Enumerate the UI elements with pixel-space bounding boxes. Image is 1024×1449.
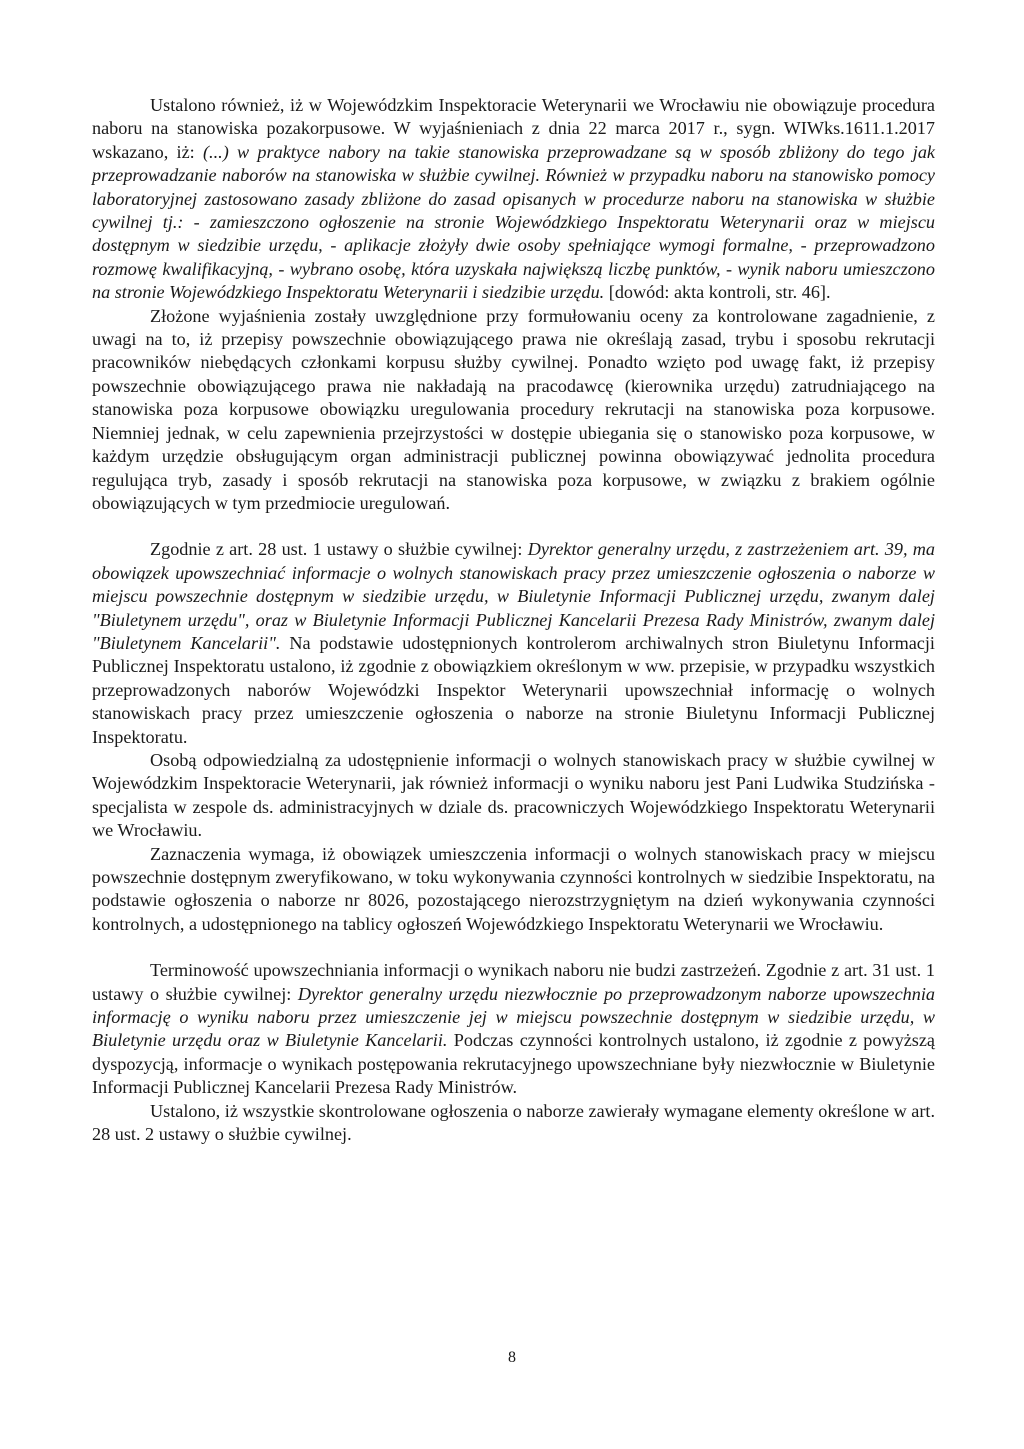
paragraph (92, 1100, 935, 1147)
document-body (92, 94, 935, 1146)
paragraph (92, 538, 935, 749)
quoted-text: Dyrektor generalny urzędu niezwłocznie po przeprowadzonym naborze upowszechnia informację o wyniku naboru przez umieszczenie jej w miejscu powszechnie dostępnym w siedzibie urzędu, w Biuletynie urzędu oraz w Biuletynie Kancelarii. (92, 983, 935, 1051)
paragraph (92, 749, 935, 843)
paragraph-text: Ustalono również, iż w Wojewódzkim Inspektoracie Weterynarii we Wrocławiu nie obowiązuje procedura naboru na stanowiska pozakorpusowe. W wyjaśnieniach z dnia 22 marca 2017 r., sygn. WIWks.1611.1.2017 wskazano, iż: (92, 95, 935, 162)
paragraph-text: [dowód: akta kontroli, str. 46]. (604, 282, 831, 303)
paragraph-text: Terminowość upowszechniania informacji o wynikach naboru nie budzi zastrzeżeń. Zgodnie z art. 31 ust. 1 ustawy o służbie cywilnej: (92, 960, 935, 1004)
paragraph (92, 305, 935, 516)
page-number: 8 (508, 1349, 516, 1366)
paragraph-text: Podczas czynności kontrolnych ustalono, iż zgodnie z powyższą dyspozycją, informacje o wynikach postępowania rekrutacyjnego upowszechniane były niezwłocznie w Biuletynie Informacji Publicznej Kancelarii Prezesa Rady Ministrów. (92, 1030, 935, 1098)
paragraph (92, 959, 935, 1099)
paragraph (92, 843, 935, 937)
paragraph (92, 94, 935, 305)
paragraph-text: Zaznaczenia wymaga, iż obowiązek umieszczenia informacji o wolnych stanowiskach pracy w miejscu powszechnie dostępnym zweryfikowano, w toku wykonywania czynności kontrolnych w siedzibie Inspektoratu, na podstawie ogłoszenia o naborze nr 8026, pozostającego nierozstrzygniętym na dzień wykonywania czynności kontrolnych, a udostępnionego na tablicy ogłoszeń Wojewódzkiego Inspektoratu Weterynarii we Wrocławiu. (92, 843, 935, 934)
paragraph-text: Ustalono, iż wszystkie skontrolowane ogłoszenia o naborze zawierały wymagane elementy określone w art. 28 ust. 2 ustawy o służbie cywilnej. (92, 1100, 935, 1145)
paragraph-text: Na podstawie udostępnionych kontrolerom archiwalnych stron Biuletynu Informacji Publicznej Inspektoratu ustalono, iż zgodnie z obowiązkiem określonym w ww. przepisie, w przypadku wszystkich przeprowadzonych naborów Wojewódzki Inspektor Weterynarii upowszechniał informację o wolnych stanowiskach pracy przez umieszczenie ogłoszenia o naborze na stronie Biuletynu Informacji Publicznej Inspektoratu. (92, 632, 935, 747)
quoted-text: (...) w praktyce nabory na takie stanowiska przeprowadzane są w sposób zbliżony do tego jak przeprowadzanie naborów na stanowiska w służbie cywilnej. Również w przypadku naboru na stanowisko pomocy laboratoryjnej zastosowano zasady zbliżone do zasad opisanych w procedurze naboru na stanowiska w służbie cywilnej tj.: - zamieszczono ogłoszenie na stronie Wojewódzkiego Inspektoratu Weterynarii oraz w miejscu dostępnym w siedzibie urzędu, - aplikacje złożyły dwie osoby spełniające wymogi formalne, - przeprowadzono rozmowę kwalifikacyjną, - wybrano osobę, która uzyskała największą liczbę punktów, - wynik naboru umieszczono na stronie Wojewódzkiego Inspektoratu Weterynarii i siedzibie urzędu. (92, 141, 935, 303)
paragraph-text: Złożone wyjaśnienia zostały uwzględnione przy formułowaniu oceny za kontrolowane zagadnienie, z uwagi na to, iż przepisy powszechnie obowiązującego prawa nie określają zasad, trybu i sposobu rekrutacji pracowników niebędących członkami korpusu służby cywilnej. Ponadto wzięto pod uwagę fakt, iż przepisy powszechnie obowiązującego prawa nie nakładają na pracodawcę (kierownika urzędu) zatrudniającego na stanowiska poza korpusowe obowiązku uregulowania procedury rekrutacji na stanowiska poza korpusowe. Niemniej jednak, w celu zapewnienia przejrzystości w dostępie ubiegania się o stanowisko poza korpusowe, w każdym urzędzie obsługującym organ administracji publicznej powinna obowiązywać jednolita procedura regulująca tryb, zasady i sposób rekrutacji na stanowiska poza korpusowe, w związku z brakiem ogólnie obowiązujących w tym przedmiocie uregulowań. (92, 305, 935, 513)
paragraph-text: Osobą odpowiedzialną za udostępnienie informacji o wolnych stanowiskach pracy w służbie cywilnej w Wojewódzkim Inspektoracie Weterynarii, jak również informacji o wyniku naboru jest Pani Ludwika Studzińska - specjalista w zespole ds. administracyjnych w dziale ds. pracowniczych Wojewódzkiego Inspektoratu Weterynarii we Wrocławiu. (92, 749, 935, 841)
paragraph-text: Zgodnie z art. 28 ust. 1 ustawy o służbie cywilnej: (150, 539, 528, 560)
quoted-text: Dyrektor generalny urzędu, z zastrzeżeniem art. 39, ma obowiązek upowszechniać informacje o wolnych stanowiskach pracy przez umieszczenie ogłoszenia o naborze w miejscu powszechnie dostępnym w siedzibie urzędu, w Biuletynie Informacji Publicznej urzędu, zwanym dalej "Biuletynem urzędu", oraz w Biuletynie Informacji Publicznej Kancelarii Prezesa Rady Ministrów, zwanym dalej "Biuletynem Kancelarii". (92, 539, 936, 653)
